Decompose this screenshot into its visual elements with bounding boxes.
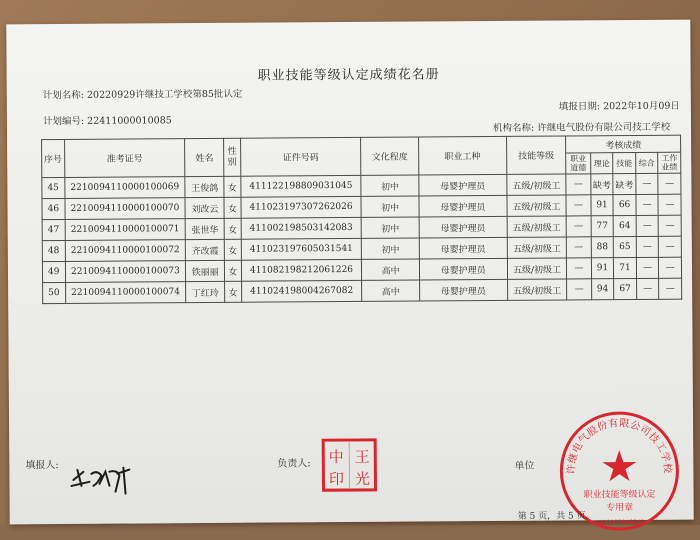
cell-level: 五级/初级工 [507, 174, 567, 195]
fill-date-value: 2022年10月09日 [603, 101, 680, 113]
cell-seq: 47 [42, 219, 65, 240]
cell-gender: 女 [225, 281, 242, 302]
svg-text:职业技能等级认定: 职业技能等级认定 [584, 488, 656, 501]
svg-text:印: 印 [329, 470, 344, 488]
cell-gender: 女 [225, 260, 242, 281]
cell-seq: 50 [43, 282, 66, 303]
cell-job: 母婴护理员 [419, 216, 507, 238]
responsible-label: 负责人: [277, 454, 310, 469]
cell-ticket: 2210094110000100073 [65, 261, 186, 283]
cell-level: 五级/初级工 [507, 195, 567, 216]
cell-id: 411122198809031045 [240, 175, 361, 197]
cell-level: 五级/初级工 [507, 279, 567, 300]
cell-theory: 94 [591, 279, 614, 300]
cell-seq: 45 [42, 177, 65, 198]
unit-label: 单位 [514, 457, 534, 472]
header-level: 技能等级 [506, 136, 566, 174]
cell-experience: — [659, 278, 682, 299]
header-skill: 技能 [613, 153, 636, 174]
cell-theory: 88 [591, 237, 614, 258]
svg-text:专用章: 专用章 [606, 501, 633, 513]
cell-job: 母婴护理员 [419, 279, 507, 301]
svg-text:4110007048041: 4110007048041 [595, 519, 645, 526]
square-seal [321, 438, 377, 492]
cell-level: 五级/初级工 [507, 237, 567, 258]
cell-experience: — [659, 257, 682, 278]
plan-number-value: 22411000010085 [87, 115, 172, 127]
cell-job: 母婴护理员 [419, 195, 507, 217]
cell-theory: 91 [591, 258, 614, 279]
header-ethics: 职业道德 [566, 153, 591, 174]
cell-id: 411023197307262026 [241, 196, 362, 218]
cell-experience: — [658, 215, 681, 236]
fill-date-line [559, 98, 680, 113]
cell-overall: — [636, 173, 659, 194]
cell-overall: — [636, 257, 659, 278]
cell-gender: 女 [224, 197, 241, 218]
cell-ticket: 2210094110000100071 [65, 219, 186, 241]
cell-seq: 46 [42, 198, 65, 219]
cell-level: 五级/初级工 [507, 216, 567, 237]
plan-number-label: 计划编号: [43, 116, 84, 127]
cell-gender: 女 [225, 239, 242, 260]
cell-theory: 91 [591, 195, 614, 216]
cell-ethics: — [566, 195, 591, 216]
cell-theory: 缺考 [591, 174, 614, 195]
cell-overall: — [636, 215, 659, 236]
cell-ticket: 2210094110000100072 [65, 240, 186, 262]
cell-overall: — [636, 194, 659, 215]
cell-id: 411002198503142083 [241, 217, 362, 239]
cell-ethics: — [567, 279, 592, 300]
cell-skill: 71 [614, 258, 637, 279]
org-name-line [493, 119, 670, 134]
filler-label: 填报人: [25, 456, 58, 471]
plan-number-line [43, 112, 172, 127]
cell-education: 初中 [361, 196, 418, 217]
cell-name: 丁红玲 [186, 281, 225, 302]
fill-date-label: 填报日期: [559, 101, 600, 112]
svg-text:中: 中 [329, 448, 344, 466]
cell-gender: 女 [224, 176, 241, 197]
cell-job: 母婴护理员 [419, 258, 507, 280]
document-sheet [6, 20, 693, 525]
cell-name: 张世华 [185, 218, 224, 239]
header-seq: 序号 [42, 139, 65, 177]
org-name-label: 机构名称: [493, 123, 534, 134]
cell-ticket: 2210094110000100069 [64, 177, 185, 199]
plan-name-line [43, 86, 243, 101]
cell-name: 刘改云 [185, 197, 224, 218]
cell-ticket: 2210094110000100070 [64, 198, 185, 220]
cell-education: 初中 [361, 175, 418, 196]
cell-experience: — [658, 173, 681, 194]
cell-ticket: 2210094110000100074 [65, 282, 186, 304]
cell-experience: — [659, 236, 682, 257]
cell-ethics: — [566, 237, 591, 258]
cell-id: 411024198004267082 [241, 280, 362, 302]
header-education: 文化程度 [361, 137, 419, 175]
header-job: 职业工种 [418, 136, 506, 175]
cell-job: 母婴护理员 [419, 237, 507, 259]
header-gender: 性别 [224, 138, 241, 176]
plan-name-value: 20220929许继技工学校第85批认定 [87, 89, 243, 101]
cell-id: 411023197605031541 [241, 238, 362, 260]
cell-gender: 女 [224, 218, 241, 239]
cell-seq: 48 [42, 240, 65, 261]
cell-name: 齐改霞 [186, 239, 225, 260]
svg-text:王: 王 [355, 448, 370, 466]
svg-text:光: 光 [355, 470, 370, 488]
org-name-value: 许继电气股份有限公司技工学校 [537, 122, 670, 134]
cell-ethics: — [566, 174, 591, 195]
cell-overall: — [636, 278, 659, 299]
cell-name: 王俊鸽 [185, 176, 224, 197]
header-overall: 综合 [635, 152, 658, 173]
cell-skill: 65 [614, 237, 637, 258]
cell-job: 母婴护理员 [419, 174, 507, 196]
page-number: 第 5 页，共 5 页。 [518, 508, 595, 522]
header-id: 证件号码 [240, 137, 361, 176]
cell-education: 初中 [362, 238, 419, 259]
cell-education: 高中 [362, 259, 419, 280]
table-row [43, 278, 682, 303]
cell-experience: — [658, 194, 681, 215]
plan-name-label: 计划名称: [43, 90, 84, 101]
cell-ethics: — [566, 216, 591, 237]
header-ticket: 准考证号 [64, 139, 185, 178]
cell-skill: 缺考 [613, 174, 636, 195]
header-name: 姓名 [185, 138, 224, 176]
cell-education: 高中 [362, 280, 419, 301]
header-experience: 工作业绩 [658, 152, 681, 173]
handwritten-signature [69, 461, 139, 495]
cell-skill: 66 [613, 195, 636, 216]
cell-level: 五级/初级工 [507, 258, 567, 279]
header-scores: 考核成绩 [566, 135, 681, 153]
cell-seq: 49 [42, 261, 65, 282]
cell-education: 初中 [362, 217, 419, 238]
cell-skill: 67 [614, 279, 637, 300]
cell-name: 铁丽丽 [186, 260, 225, 281]
cell-skill: 64 [613, 216, 636, 237]
svg-text:许继电气股份有限公司技工学校: 许继电气股份有限公司技工学校 [564, 416, 675, 476]
header-theory: 理论 [590, 153, 613, 174]
cell-ethics: — [567, 258, 592, 279]
score-roster-table [41, 135, 682, 304]
cell-overall: — [636, 236, 659, 257]
document-title: 职业技能等级认定成绩花名册 [7, 62, 691, 86]
cell-theory: 77 [591, 216, 614, 237]
cell-id: 411082198212061226 [241, 259, 362, 281]
